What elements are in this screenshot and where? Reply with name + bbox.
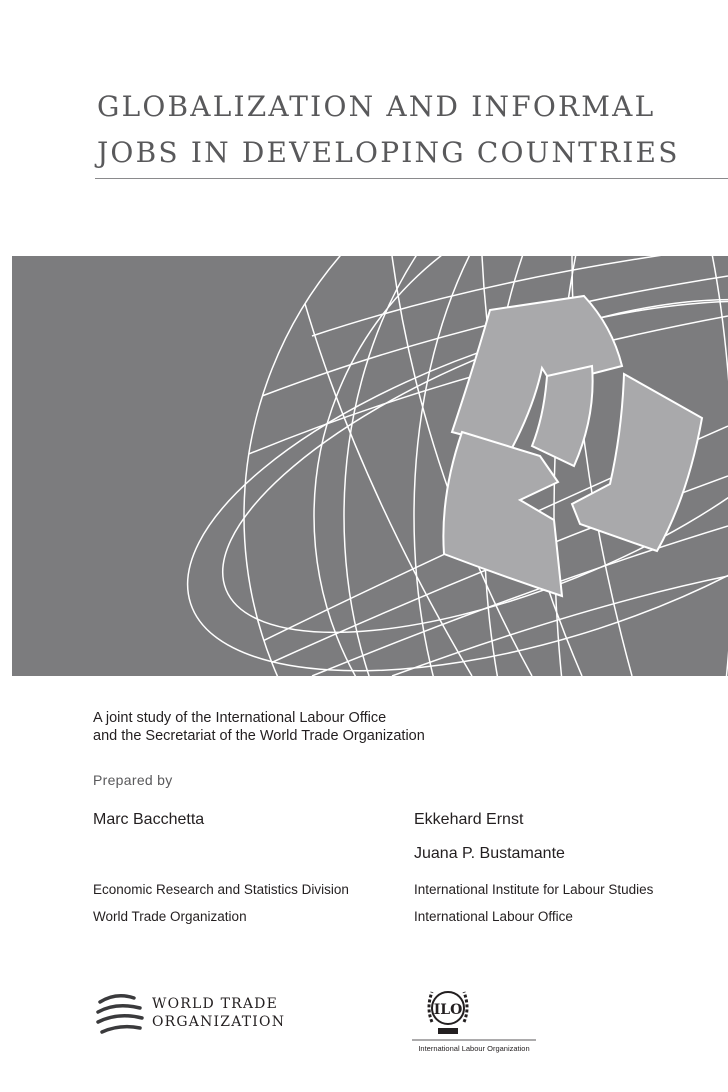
wto-wordmark-line-2: ORGANIZATION xyxy=(152,1014,286,1030)
title-line-1: GLOBALIZATION AND INFORMAL xyxy=(97,90,656,123)
wto-logo-icon xyxy=(94,990,146,1040)
wto-logo xyxy=(94,990,284,1040)
ilo-emblem-text: ILO xyxy=(433,1002,463,1018)
ilo-caption: International Labour Organization xyxy=(418,1044,530,1053)
author-ekkehard-ernst: Ekkehard Ernst xyxy=(414,811,524,828)
document-title xyxy=(97,84,717,176)
author-juana-bustamante: Juana P. Bustamante xyxy=(414,845,565,862)
affiliation-ilo: International Labour Office xyxy=(414,909,573,924)
title-divider xyxy=(95,178,728,179)
study-description xyxy=(93,709,425,745)
ilo-logo-icon xyxy=(404,978,544,1042)
globe-illustration xyxy=(12,256,728,676)
affiliation-wto-division: Economic Research and Statistics Division xyxy=(93,882,349,897)
intro-line-1: A joint study of the International Labour Office xyxy=(93,710,387,726)
ilo-logo xyxy=(404,978,544,1058)
intro-line-2: and the Secretariat of the World Trade Organization xyxy=(93,728,425,744)
prepared-by-label: Prepared by xyxy=(93,772,173,788)
author-marc-bacchetta: Marc Bacchetta xyxy=(93,811,205,828)
wto-wordmark xyxy=(152,995,285,1031)
title-line-2: JOBS IN DEVELOPING COUNTRIES xyxy=(97,136,680,169)
affiliation-iils: International Institute for Labour Studies xyxy=(414,882,654,897)
wto-wordmark-line-1: WORLD TRADE xyxy=(152,996,279,1012)
affiliation-wto: World Trade Organization xyxy=(93,909,247,924)
